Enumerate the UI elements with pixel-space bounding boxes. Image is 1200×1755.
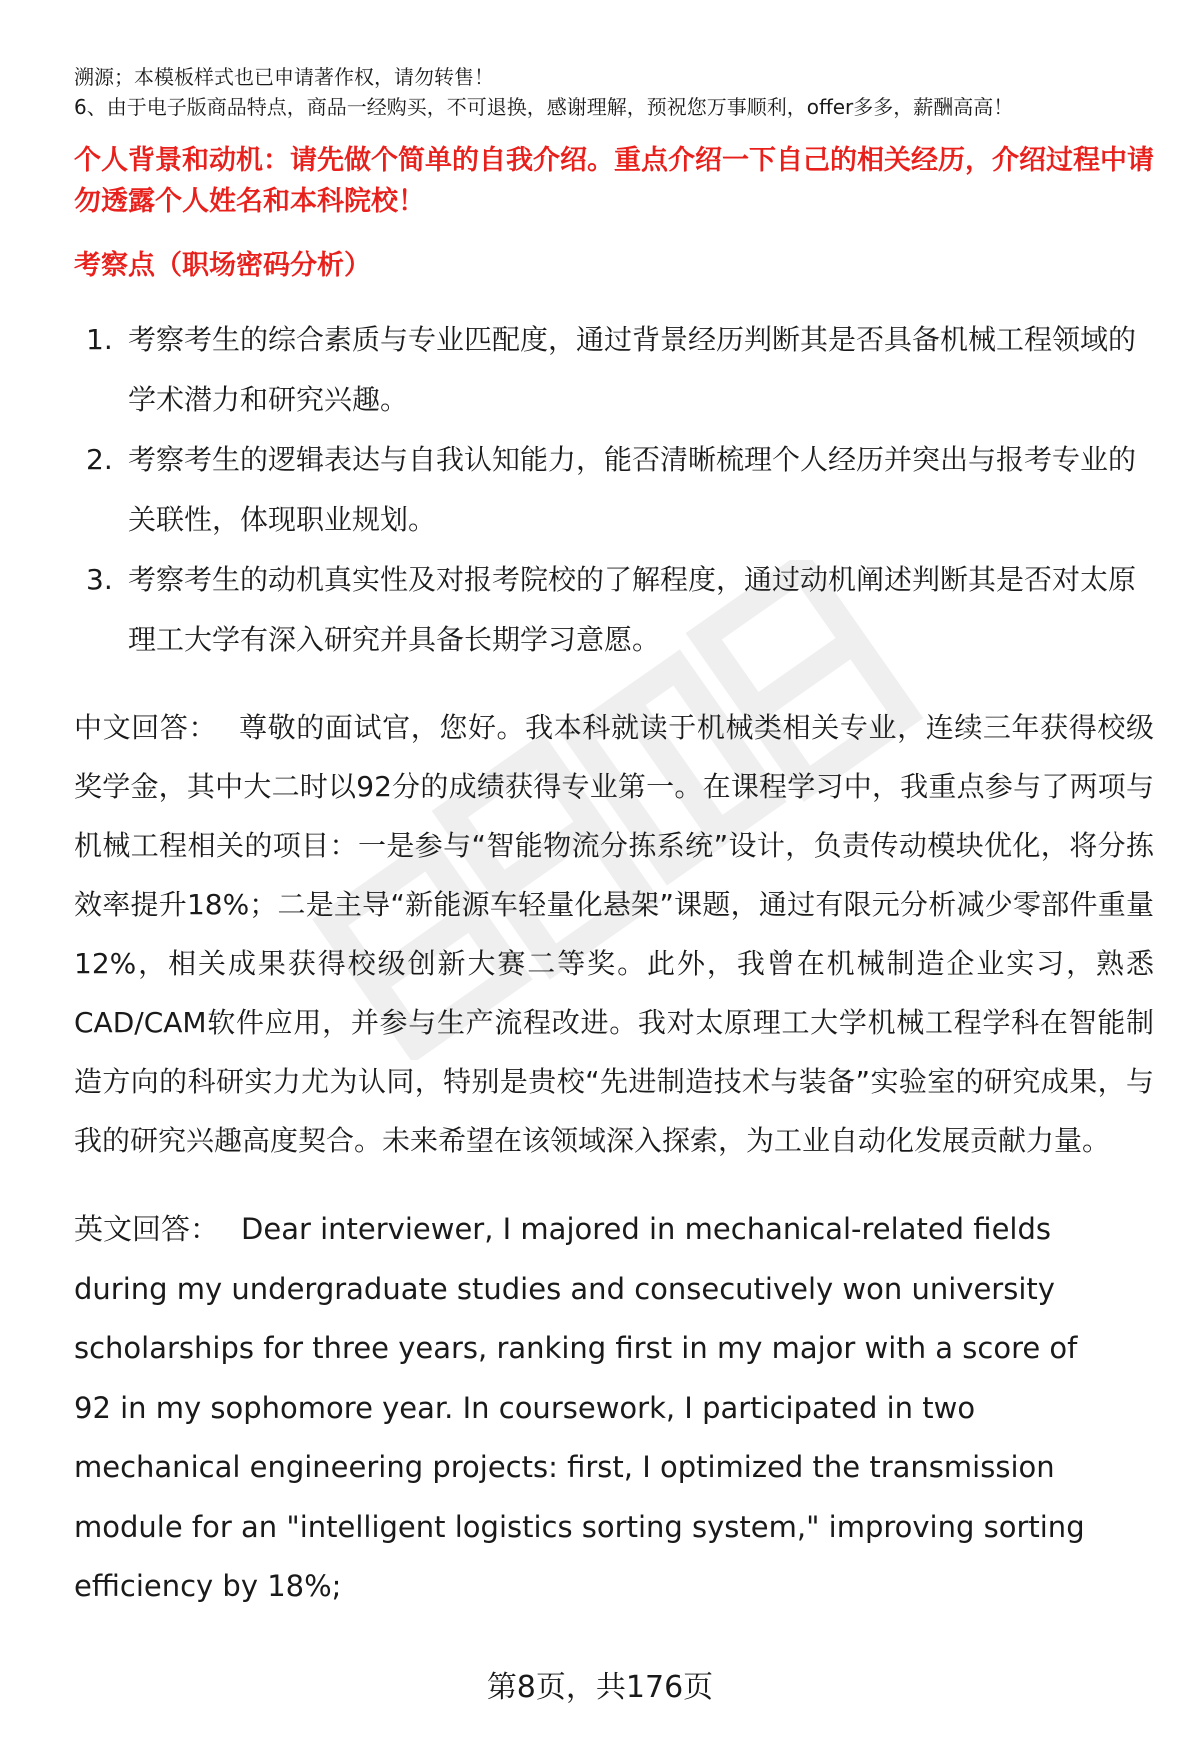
- notice-line-1: 溯源；本模板样式也已申请著作权，请勿转售！: [74, 65, 494, 89]
- chinese-answer-text: 尊敬的面试官，您好。我本科就读于机械类相关专业，连续三年获得校级奖学金，其中大二时以92分的成绩获得专业第一。在课程学习中，我重点参与了两项与机械工程相关的项目：一是参与“智能物流分拣系统”设计，负责传动模块优化，将分拣效率提升18%；二是主导“新能源车轻量化悬架”课题，通过有限元分析减少零部件重量12%，相关成果获得校级创新大赛二等奖。此外，我曾在机械制造企业实习，熟悉CAD/CAM软件应用，并参与生产流程改进。我对太原理工大学机械工程学科在智能制造方向的科研实力尤为认同，特别是贵校“先进制造技术与装备”实验室的研究成果，与我的研究兴趣高度契合。未来希望在该领域深入探索，为工业自动化发展贡献力量。: [74, 711, 1154, 1157]
- english-answer: [74, 1200, 1154, 1617]
- list-item-text: 考察考生的综合素质与专业匹配度，通过背景经历判断其是否具备机械工程领域的学术潜力和研究兴趣。: [128, 323, 1137, 416]
- notice-line-2: 6、由于电子版商品特点，商品一经购买，不可退换，感谢理解，预祝您万事顺利，offer多多，薪酬高高！: [74, 95, 1014, 119]
- section-title: 考察点（职场密码分析）: [74, 250, 371, 281]
- list-item: [74, 310, 1154, 430]
- notice-block: [74, 62, 1154, 122]
- question-heading: 个人背景和动机：请先做个简单的自我介绍。重点介绍一下自己的相关经历，介绍过程中请勿透露个人姓名和本科院校！: [74, 145, 1154, 217]
- chinese-answer: [74, 698, 1154, 1170]
- list-item-number: 3.: [86, 563, 113, 596]
- list-item: [74, 550, 1154, 670]
- list-item-number: 1.: [86, 323, 113, 356]
- english-answer-text: Dear interviewer, I majored in mechanical-related fields during my undergraduate studies and consecutively won university scholarships for three years, ranking first in my major with a score of 92 in my sophomore year. In coursework, I participated in two mechanical engineering projects: first, I optimized the transmission module for an "intelligent logistics sorting system," improving sorting efficiency by 18%;: [74, 1212, 1085, 1603]
- chinese-answer-label: 中文回答：: [74, 711, 218, 744]
- page-number: 第8页，共176页: [486, 1670, 714, 1705]
- list-item-text: 考察考生的逻辑表达与自我认知能力，能否清晰梳理个人经历并突出与报考专业的关联性，体现职业规划。: [128, 443, 1137, 536]
- assessment-points-list: [74, 310, 1154, 670]
- english-answer-label: 英文回答：: [74, 1212, 220, 1246]
- list-item-number: 2.: [86, 443, 113, 476]
- list-item-text: 考察考生的动机真实性及对报考院校的了解程度，通过动机阐述判断其是否对太原理工大学有深入研究并具备长期学习意愿。: [128, 563, 1137, 656]
- list-item: [74, 430, 1154, 550]
- page-content: [74, 62, 1154, 1617]
